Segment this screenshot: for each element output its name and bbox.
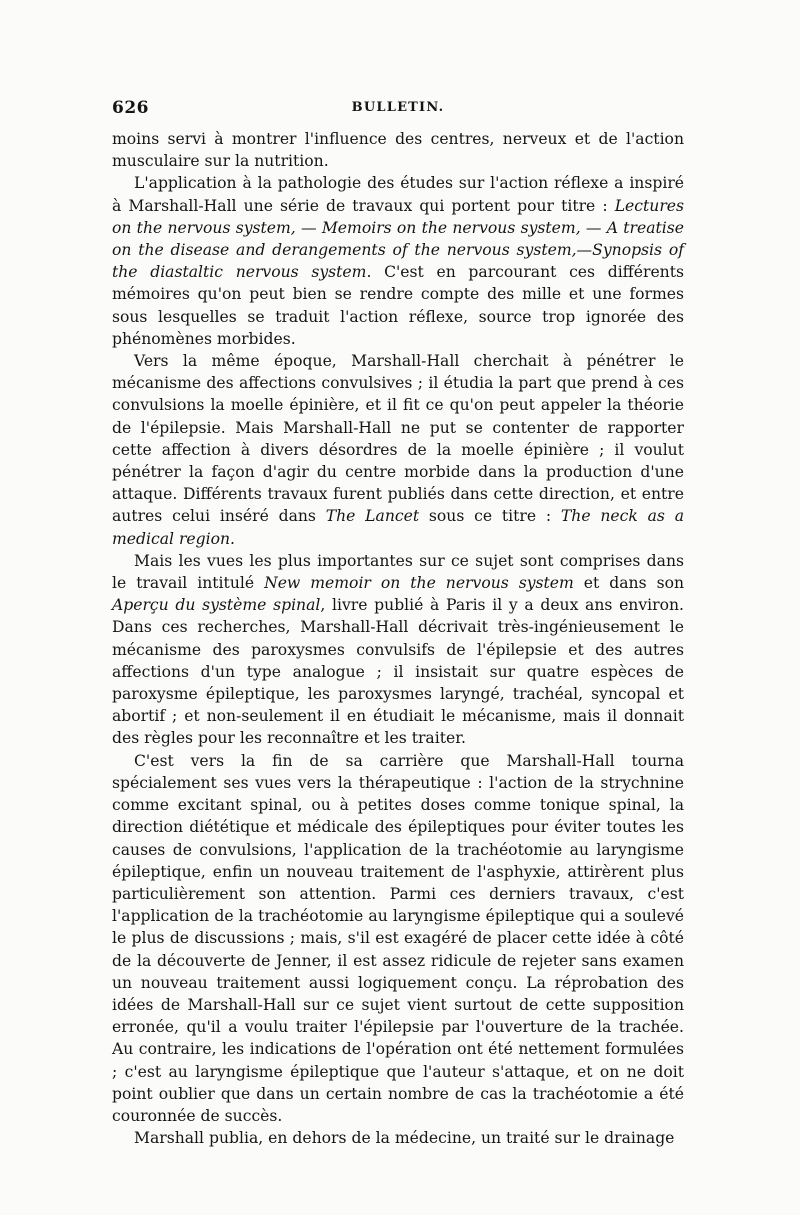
running-title: BULLETIN. [351, 100, 445, 115]
paragraph-3-italic-title: The neck as a medical region. [112, 507, 684, 548]
body-text [112, 128, 684, 1149]
paragraph-4-italic-apercu: Aperçu du système spinal [112, 596, 321, 615]
paragraph-4 [112, 550, 684, 750]
running-head [112, 98, 684, 122]
paragraph-3-text-b: sous ce titre : [419, 507, 561, 526]
paragraph-4-text-b: et dans son [573, 574, 685, 593]
paragraph-2-text-a: L'application à la pathologie des études sur l'action réflexe a inspiré à Marshall-Hall une série de travaux qui portent pour titre : [112, 174, 684, 215]
paragraph-1-text: moins servi à montrer l'influence des centres, nerveux et de l'action musculaire sur la nutrition. [112, 130, 684, 171]
page-number: 626 [112, 98, 149, 118]
paragraph-6 [112, 1127, 684, 1149]
paragraph-2 [112, 172, 684, 350]
paragraph-5 [112, 750, 684, 1127]
paragraph-3 [112, 350, 684, 550]
paragraph-2-italic-titles: Lectures on the nervous system, — Memoirs on the nervous system, — A treatise on the disease and derangements of the nervous system,—Synopsis of the diastaltic nervous system. [112, 196, 684, 282]
paragraph-4-italic-memoir: New memoir on the nervous system [264, 574, 574, 593]
paragraph-3-italic-lancet: The Lancet [325, 507, 420, 526]
paragraph-2-text-b: C'est en parcourant ces différents mémoires qu'on peut bien se rendre compte des mille et une formes sous lesquelles se traduit l'action réflexe, source trop ignorée des phénomènes morbides. [112, 263, 684, 348]
paragraph-4-text-c: , livre publié à Paris il y a deux ans environ. Dans ces recherches, Marshall-Hall décrivait très-ingénieusement le mécanisme des paroxysmes convulsifs de l'épilepsie et des autres affections d'un type analogue ; il insistait sur quatre espèces de paroxysme épileptique, les paroxysmes laryngé, trachéal, syncopal et abortif ; et non-seulement il en étudiait le mécanisme, mais il donnait des règles pour les reconnaître et les traiter. [112, 596, 684, 748]
paragraph-6-text: Marshall publia, en dehors de la médecine, un traité sur le drainage [134, 1129, 675, 1148]
paragraph-3-text-a: Vers la même époque, Marshall-Hall cherchait à pénétrer le mécanisme des affections convulsives ; il étudia la part que prend à ces convulsions la moelle épinière, et il fit ce qu'on peut appeler la théorie de l'épilepsie. Mais Marshall-Hall ne put se contenter de rapporter cette affection à divers désordres de la moelle épinière ; il voulut pénétrer la façon d'agir du centre morbide dans la production d'une attaque. Différents travaux furent publiés dans cette direction, et entre autres celui inséré dans [112, 352, 684, 526]
paragraph-1 [112, 128, 684, 172]
paragraph-5-text: C'est vers la fin de sa carrière que Marshall-Hall tourna spécialement ses vues vers la thérapeutique : l'action de la strychnine comme excitant spinal, ou à petites doses comme tonique spinal, la direction diététique et médicale des épileptiques pour éviter toutes les causes de convulsions, l'application de la trachéotomie au laryngisme épileptique, enfin un nouveau traitement de l'asphyxie, attirèrent plus particulièrement son attention. Parmi ces derniers travaux, c'est l'application de la trachéotomie au laryngisme épileptique qui a soulevé le plus de discussions ; mais, s'il est exagéré de placer cette idée à côté de la découverte de Jenner, il est assez ridicule de rejeter sans examen un nouveau traitement aussi logiquement conçu. La réprobation des idées de Marshall-Hall sur ce sujet vient surtout de cette supposition erronée, qu'il a voulu traiter l'épilepsie par l'ouverture de la trachée. Au contraire, les indications de l'opération ont été nettement formulées ; c'est au laryngisme épileptique que l'auteur s'attaque, et on ne doit point oublier que dans un certain nombre de cas la trachéotomie a été couronnée de succès. [112, 751, 684, 1125]
paragraph-4-text-a: Mais les vues les plus importantes sur ce sujet sont comprises dans le travail intitulé [112, 551, 684, 593]
